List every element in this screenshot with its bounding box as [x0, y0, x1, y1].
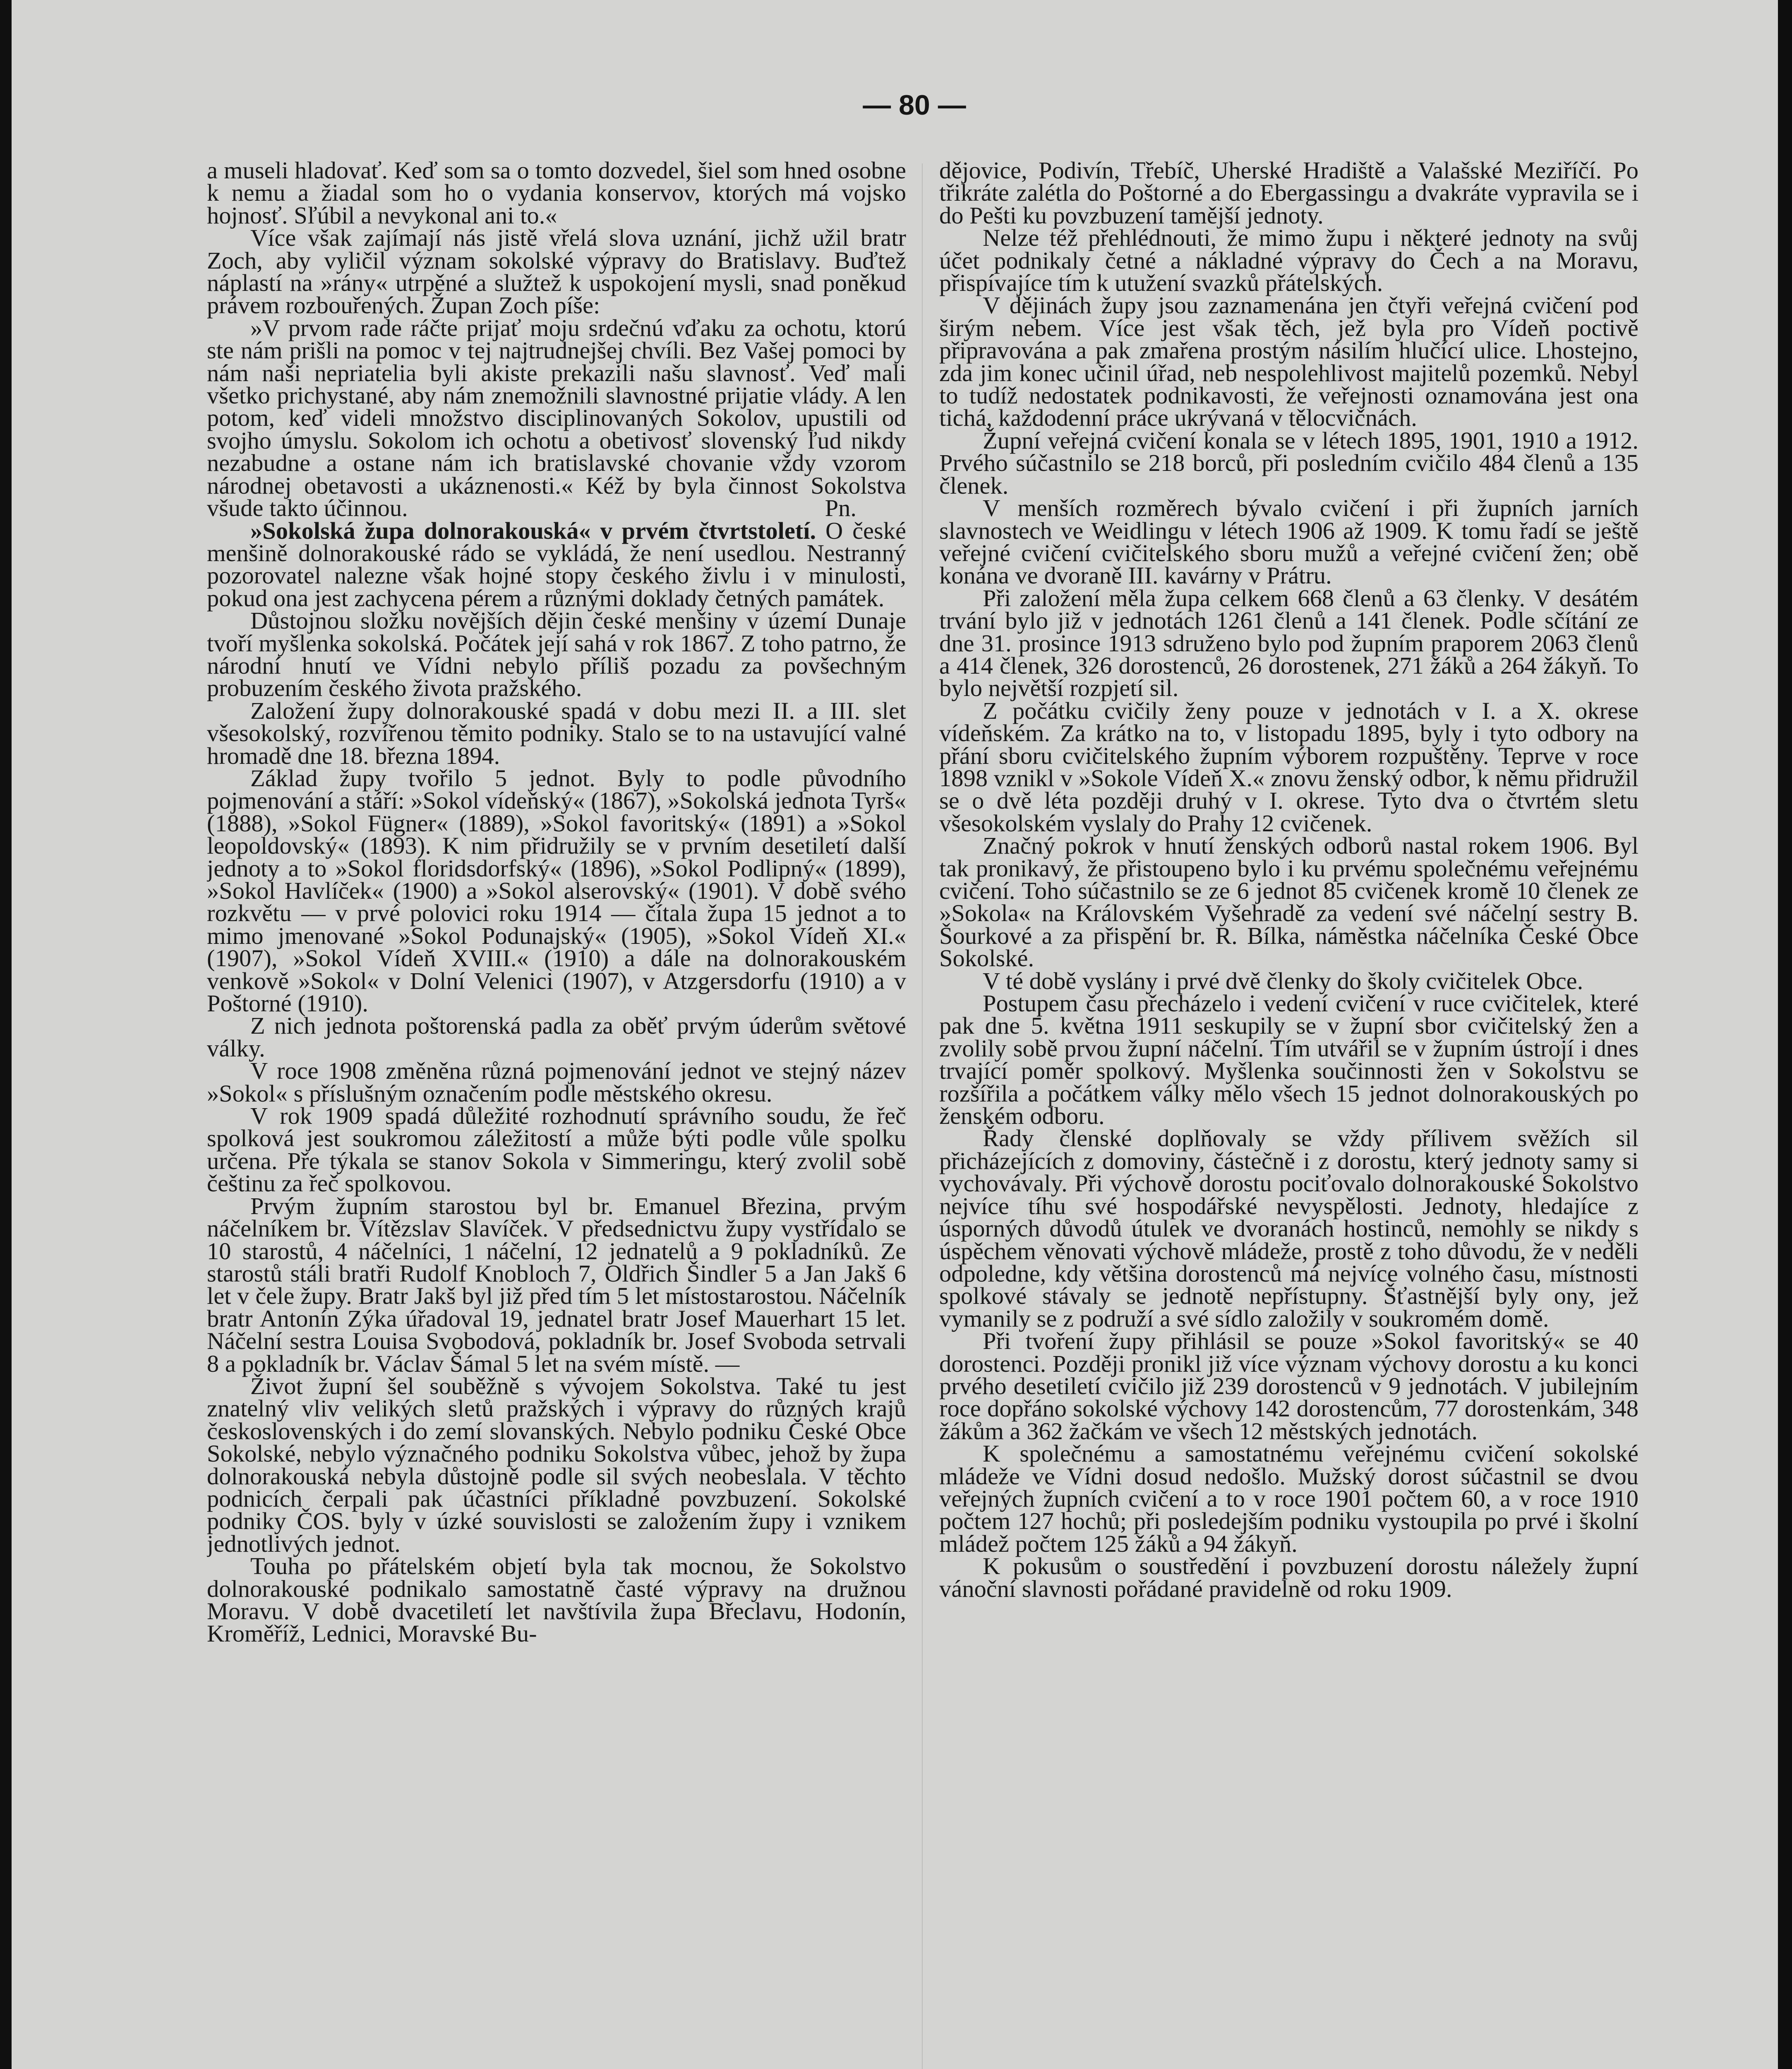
- paragraph: a museli hladovať. Keď som sa o tomto dozvedel, šiel som hned osobne k nemu a žiadal som ho o vydania konservov, ktorých má vojsko hojnosť. Sľúbil a nevykonal ani to.«: [207, 159, 906, 229]
- paragraph: dějovice, Podivín, Třebíč, Uherské Hradiště a Valašské Meziříčí. Po třikráte zalétla do Poštorné a do Ebergassingu a dvakráte vypravila se i do Pešti ku povzbuzení tamější jednoty.: [939, 159, 1638, 229]
- paragraph: Nelze též přehlédnouti, že mimo župu i některé jednoty na svůj účet podnikaly četné a nákladné výpravy do Čech a na Moravu, přispívajíce tím k utužení svazků přátelských.: [939, 224, 1638, 297]
- paragraph: Základ župy tvořilo 5 jednot. Byly to podle původního pojmenování a stáří: »Sokol vídeňský« (1867), »Sokolská jednota Tyrš« (1888), »Sokol Fügner« (1889), »Sokol favoritský« (1891) a »Sokol leopoldovský« (1893). K nim přidružily se v prvním desetiletí další jednoty a to »Sokol floridsdorfský« (1896), »Sokol Podlipný« (1899), »Sokol Havlíček« (1900) a »Sokol alserovský« (1901). V době svého rozkvětu — v prvé polovici roku 1914 — čítala župa 15 jednot a to mimo jmenované »Sokol Podunajský« (1905), »Sokol Vídeň XI.« (1907), »Sokol Vídeň XVIII.« (1910) a dále na dolnorakouském venkově »Sokol« v Dolní Velenici (1907), v Atzgersdorfu (1910) a v Poštorné (1910).: [207, 764, 906, 1017]
- section-paragraph: [207, 517, 906, 612]
- paragraph: V menších rozměrech bývalo cvičení i při župních jarních slavnostech ve Weidlingu v létech 1906 až 1909. K tomu řadí se ještě veřejné cvičení cvičitelského sboru mužů a veřejné cvičení žen; obě konána ve dvoraně III. kavárny v Prátru.: [939, 494, 1638, 589]
- paragraph: Značný pokrok v hnutí ženských odborů nastal rokem 1906. Byl tak pronikavý, že přistoupeno bylo i ku prvému společnému veřejnému cvičení. Toho súčastnilo se ze 6 jednot 85 cvičenek kromě 10 členek ze »Sokola« na Královském Vyšehradě za vedení své náčelní sestry B. Šourkové a za přispění br. R. Bílka, náměstka náčelníka České Obce Sokolské.: [939, 832, 1638, 972]
- paragraph: Z nich jednota poštorenská padla za oběť prvým úderům světové války.: [207, 1012, 906, 1062]
- paragraph: Při založení měla župa celkem 668 členů a 63 členky. V desátém trvání bylo již v jednotách 1261 členů a 141 členek. Podle sčítání ze dne 31. prosince 1913 sdruženo bylo pod župním praporem 2063 členů a 414 členek, 326 dorostenců, 26 dorostenek, 271 žáků a 264 žákyň. To bylo největší rozpjetí sil.: [939, 584, 1638, 702]
- paragraph: Prvým župním starostou byl br. Emanuel Březina, prvým náčelníkem br. Vítězslav Slavíček. V předsednictvu župy vystřídalo se 10 starostů, 4 náčelníci, 1 náčelní, 12 jednatelů a 9 pokladníků. Ze starostů stáli bratři Rudolf Knobloch 7, Oldřich Šindler 5 a Jan Jakš 6 let v čele župy. Bratr Jakš byl již před tím 5 let místostarostou. Náčelník bratr Antonín Zýka úřadoval 19, jednatel bratr Josef Mauerhart 15 let. Náčelní sestra Louisa Svobodová, pokladník br. Josef Svoboda setrvali 8 a pokladník br. Václav Šámal 5 let na svém místě. —: [207, 1192, 906, 1377]
- column-gutter: [922, 163, 923, 2069]
- paragraph: V dějinách župy jsou zaznamenána jen čtyři veřejná cvičení pod širým nebem. Více jest však těch, jež byla pro Vídeň poctivě připravována a pak zmařena prostým násilím hlučící ulice. Lhostejno, zda jim konec učinil úřad, neb nespolehlivost majitelů pozemků. Nebyl to tudíž nedostatek podnikavosti, že veřejnosti oznamována jest ona tichá, každodenní práce ukrývaná v tělocvičnách.: [939, 292, 1638, 432]
- quote-text: »V prvom rade ráčte prijať moju srdečnú vďaku za ochotu, ktorú ste nám prišli na pomoc v tej najtrudnejšej chvíli. Bez Vašej pomoci by nám naši nepriatelia byli akiste prekazili našu slavnosť. Veď mali všetko prichystané, aby nám znemožnili slavnostné prijatie vlády. A len potom, keď videli množstvo disciplinovaných Sokolov, upustili od svojho úmyslu. Sokolom ich ochotu a obetivosť slovenský ľud nikdy nezabudne a ostane nám ich bratislavské chovanie vždy vzorom národnej obetavosti a ukáznenosti.« Kéž by byla činnost Sokolstva všude takto účinnou.: [207, 314, 906, 522]
- scan-edge-left: [0, 0, 12, 2069]
- paragraph: Postupem času přecházelo i vedení cvičení v ruce cvičitelek, které pak dne 5. května 1911 seskupily se v župní sbor cvičitelský žen a zvolily sobě prvou župní náčelní. Tím utvářil se v župním ústrojí i dnes trvající poměr spolkový. Myšlenka součinnosti žen v Sokolstvu se rozšířila a počátkem války mělo všech 15 jednot dolnorakouských po ženském odboru.: [939, 990, 1638, 1130]
- paragraph: Řady členské doplňovaly se vždy přílivem svěžích sil přicházejících z domoviny, částečně i z dorostu, který jednoty samy si vychovávaly. Při výchově dorostu pociťovalo dolnorakouské Sokolstvo nejvíce tíhu své hospodářské nevyspělosti. Jednoty, hledajíce z úsporných důvodů útulek ve dvoranách hostinců, nemohly se nikdy s úspěchem věnovati výchově mládeže, prostě z toho důvodu, že v neděli odpoledne, kdy většina dorostenců má nejvíce volného času, místnosti spolkové stávaly se jednotě nepřístupny. Šťastnější byly ony, jež vymanily se z podruží a své sídlo založily v soukromém domě.: [939, 1125, 1638, 1332]
- paragraph: Při tvoření župy přihlásil se pouze »Sokol favoritský« se 40 dorostenci. Později pronikl již více význam výchovy dorostu a ku konci prvého desetiletí cvičilo již 239 dorostenců v 9 jednotách. V jubilejním roce dopřáno sokolské výchovy 142 dorostencům, 77 dorostenkám, 348 žákům a 362 žačkám ve všech 12 městských jednotách.: [939, 1327, 1638, 1445]
- paragraph: K společnému a samostatnému veřejnému cvičení sokolské mládeže ve Vídni dosud nedošlo. Mužský dorost súčastnil se dvou veřejných župních cvičení a to v roce 1901 počtem 60, a v roce 1910 počtem 127 hochů; při posledejším podniku vystoupila po prvé i školní mládež počtem 125 žáků a 94 žákyň.: [939, 1440, 1638, 1557]
- paragraph: Důstojnou složku novějších dějin české menšiny v území Dunaje tvoří myšlenka sokolská. Počátek její sahá v rok 1867. Z toho patrno, že národní hnutí ve Vídni nebylo příliš pozadu za povšechným probuzením českého života pražského.: [207, 607, 906, 702]
- left-column: [207, 159, 906, 2069]
- paragraph: K pokusům o soustředění i povzbuzení dorostu náležely župní vánoční slavnosti pořádané pravidelně od roku 1909.: [939, 1553, 1638, 1602]
- paragraph: Život župní šel souběžně s vývojem Sokolstva. Také tu jest znatelný vliv velikých sletů pražských i výpravy do různých krajů československých i do zemí slovanských. Nebylo podniku České Obce Sokolské, nebylo význačného podniku Sokolstva vůbec, jehož by župa dolnorakouská nebyla důstojně podle sil svých neobeslala. V těchto podnicích čerpali pak účastníci příkladné povzbuzení. Sokolské podniky ČOS. byly v úzké souvislosti se založením župy i vznikem jednotlivých jednot.: [207, 1372, 906, 1557]
- paragraph: Župní veřejná cvičení konala se v létech 1895, 1901, 1910 a 1912. Prvého súčastnilo se 218 borců, při posledním cvičilo 484 členů a 135 členek.: [939, 427, 1638, 499]
- paragraph: V rok 1909 spadá důležité rozhodnutí správního soudu, že řeč spolková jest soukromou záležitostí a může býti podle vůle spolku určena. Pře týkala se stanov Sokola v Simmeringu, který zvolil sobě češtinu za řeč spolkovou.: [207, 1102, 906, 1197]
- page-number: — 80 —: [863, 89, 966, 121]
- section-text: O české menšině dolnorakouské rádo se vykládá, že není usedlou. Nestranný pozorovatel nalezne však hojné stopy českého živlu i v minulosti, pokud ona jest zachycena pérem a různými doklady četných památek.: [207, 517, 906, 612]
- author-signature: Pn.: [825, 494, 856, 522]
- paragraph: Více však zajímají nás jistě vřelá slova uznání, jichž užil bratr Zoch, aby vyličil význam sokolské výpravy do Bratislavy. Buďtež náplastí na »rány« utrpěné a služtež k uspokojení mysli, snad poněkud právem rozbouřených. Župan Zoch píše:: [207, 224, 906, 319]
- right-column: [939, 159, 1638, 2069]
- paragraph: Z počátku cvičily ženy pouze v jednotách v I. a X. okrese vídeňském. Za krátko na to, v listopadu 1895, byly i tyto odbory na přání sboru cvičitelského župním výborem rozpuštěny. Teprve v roce 1898 vznikl v »Sokole Vídeň X.« znovu ženský odbor, k němu přidružil se o dvě léta později druhý v I. okrese. Tyto dva o čtvrtém sletu všesokolském vyslaly do Prahy 12 cvičenek.: [939, 697, 1638, 837]
- quote-paragraph: [207, 314, 906, 522]
- scan-edge-right: [1778, 0, 1792, 2069]
- paragraph: V té době vyslány i prvé dvě členky do školy cvičitelek Obce.: [983, 967, 1583, 994]
- section-heading: »Sokolská župa dolnorakouská« v prvém čtvrtstoletí.: [250, 517, 816, 544]
- paragraph: V roce 1908 změněna různá pojmenování jednot ve stejný název »Sokol« s příslušným označením podle městského okresu.: [207, 1057, 906, 1107]
- paragraph: Touha po přátelském objetí byla tak mocnou, že Sokolstvo dolnorakouské podnikalo samostatně časté výpravy na družnou Moravu. V době dvacetiletí let navštívila župa Břeclavu, Hodonín, Kroměříž, Lednici, Moravské Bu-: [207, 1553, 906, 1647]
- paragraph: Založení župy dolnorakouské spadá v dobu mezi II. a III. slet všesokolský, rozvířenou těmito podniky. Stalo se to na ustavující valné hromadě dne 18. března 1894.: [207, 697, 906, 769]
